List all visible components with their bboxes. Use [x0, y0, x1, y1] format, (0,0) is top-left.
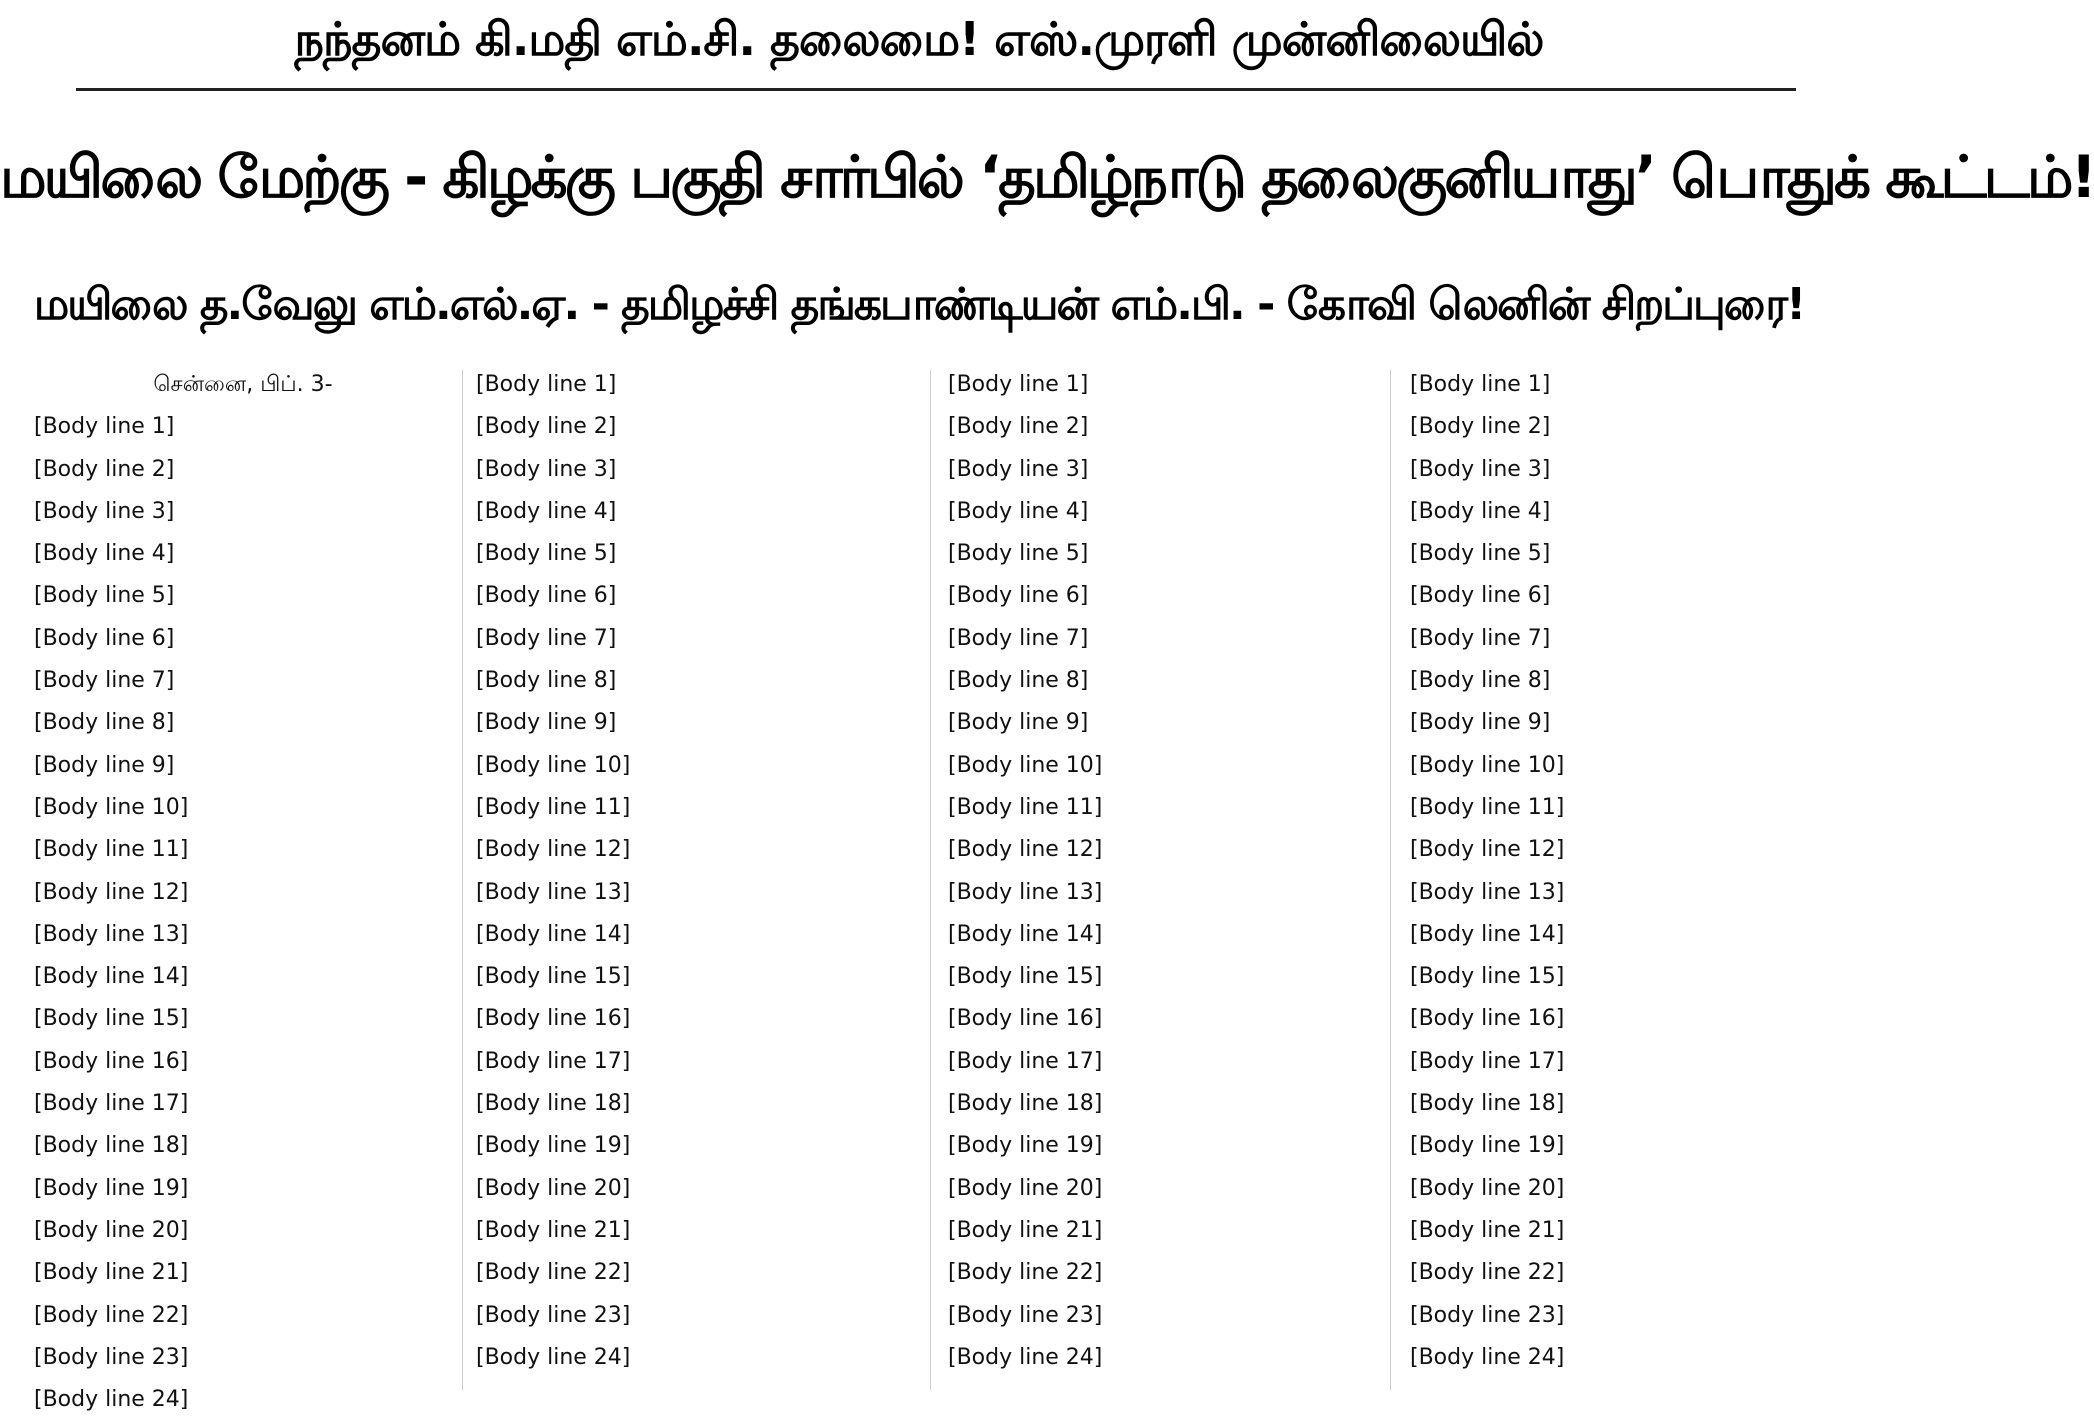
- article-line: [Body line 3]: [948, 456, 1089, 482]
- article-line: [Body line 23]: [948, 1302, 1103, 1328]
- article-line: [Body line 3]: [476, 456, 617, 482]
- article-line: [Body line 8]: [476, 668, 617, 694]
- article-line: [Body line 23]: [34, 1344, 189, 1370]
- article-line: [Body line 1]: [476, 372, 617, 397]
- article-line: [Body line 16]: [948, 1006, 1103, 1032]
- article-line: [Body line 19]: [476, 1133, 631, 1159]
- article-line: [Body line 17]: [476, 1048, 631, 1074]
- article-line: [Body line 22]: [1410, 1260, 1565, 1286]
- article-line: [Body line 3]: [1410, 456, 1551, 482]
- article-line: [Body line 20]: [34, 1217, 189, 1243]
- article-line: [Body line 5]: [34, 583, 175, 609]
- article-line: [Body line 18]: [476, 1091, 631, 1117]
- article-line: [Body line 5]: [948, 541, 1089, 567]
- article-line: [Body line 9]: [948, 710, 1089, 736]
- article-column-4: [1410, 364, 1834, 1394]
- article-line: [Body line 15]: [948, 964, 1103, 990]
- article-line: [Body line 24]: [34, 1387, 189, 1413]
- article-line: [Body line 11]: [1410, 794, 1565, 820]
- article-line: [Body line 9]: [1410, 710, 1551, 736]
- article-line: [Body line 24]: [1410, 1344, 1565, 1370]
- article-line: [Body line 10]: [476, 752, 631, 778]
- article-line: [Body line 21]: [948, 1217, 1103, 1243]
- article-line: [Body line 21]: [476, 1217, 631, 1243]
- headline-rule: [76, 88, 1796, 91]
- article-line: [Body line 4]: [476, 498, 617, 524]
- article-column-1: [34, 364, 452, 1413]
- article-line: [Body line 9]: [34, 752, 175, 778]
- article-line: [Body line 8]: [1410, 668, 1551, 694]
- article-line: [Body line 17]: [948, 1048, 1103, 1074]
- article-line: [Body line 4]: [34, 541, 175, 567]
- article-line: [Body line 10]: [1410, 752, 1565, 778]
- article-column-2: [476, 364, 912, 1394]
- article-line: [Body line 19]: [948, 1133, 1103, 1159]
- article-line: [Body line 8]: [34, 710, 175, 736]
- article-line: [Body line 24]: [948, 1344, 1103, 1370]
- article-line: [Body line 10]: [948, 752, 1103, 778]
- article-line: [Body line 5]: [476, 541, 617, 567]
- column-divider: [1390, 370, 1391, 1390]
- article-line: [Body line 20]: [948, 1175, 1103, 1201]
- article-line: [Body line 1]: [948, 372, 1089, 397]
- headline-main: மயிலை மேற்கு - கிழக்கு பகுதி சார்பில் ‘தமிழ்நாடு தலைகுனியாது’ பொதுக் கூட்டம்!: [0, 143, 2094, 211]
- article-line: [Body line 18]: [34, 1133, 189, 1159]
- article-line: [Body line 12]: [34, 879, 189, 905]
- article-line: [Body line 6]: [948, 583, 1089, 609]
- article-line: [Body line 11]: [476, 794, 631, 820]
- article-line: [Body line 1]: [1410, 372, 1551, 397]
- article-line: [Body line 20]: [1410, 1175, 1565, 1201]
- article-line: [Body line 18]: [948, 1091, 1103, 1117]
- article-line: [Body line 6]: [34, 625, 175, 651]
- article-line: [Body line 2]: [34, 456, 175, 482]
- article-line: [Body line 21]: [1410, 1217, 1565, 1243]
- article-line: [Body line 13]: [34, 921, 189, 947]
- article-line: [Body line 14]: [34, 964, 189, 990]
- article-line: [Body line 23]: [1410, 1302, 1565, 1328]
- article-line: [Body line 13]: [948, 879, 1103, 905]
- article-line: [Body line 19]: [34, 1175, 189, 1201]
- article-line: [Body line 17]: [34, 1091, 189, 1117]
- article-line: [Body line 14]: [1410, 921, 1565, 947]
- article-line: [Body line 15]: [34, 1006, 189, 1032]
- article-line: [Body line 4]: [1410, 498, 1551, 524]
- article-line: [Body line 4]: [948, 498, 1089, 524]
- article-line: [Body line 8]: [948, 668, 1089, 694]
- article-line: [Body line 18]: [1410, 1091, 1565, 1117]
- article-line: [Body line 6]: [1410, 583, 1551, 609]
- article-line: [Body line 20]: [476, 1175, 631, 1201]
- article-line: [Body line 11]: [948, 794, 1103, 820]
- article-line: [Body line 12]: [1410, 837, 1565, 863]
- article-line: [Body line 22]: [476, 1260, 631, 1286]
- headline-top: நந்தனம் கி.மதி எம்.சி. தலைமை! எஸ்.முரளி முன்னிலையில்: [294, 12, 1544, 66]
- column-divider: [930, 370, 931, 1390]
- article-line: [Body line 12]: [476, 837, 631, 863]
- article-line: [Body line 13]: [1410, 879, 1565, 905]
- headline-sub: மயிலை த.வேலு எம்.எல்.ஏ. - தமிழச்சி தங்கபாண்டியன் எம்.பி. - கோவி லெனின் சிறப்புரை!: [33, 279, 1805, 330]
- article-line: [Body line 7]: [476, 625, 617, 651]
- article-line: [Body line 12]: [948, 837, 1103, 863]
- article-line: [Body line 16]: [1410, 1006, 1565, 1032]
- column-divider: [462, 370, 463, 1390]
- article-line: [Body line 13]: [476, 879, 631, 905]
- article-line: [Body line 16]: [476, 1006, 631, 1032]
- article-line: [Body line 24]: [476, 1344, 631, 1370]
- article-line: [Body line 7]: [34, 668, 175, 694]
- article-line: [Body line 22]: [948, 1260, 1103, 1286]
- article-line: [Body line 22]: [34, 1302, 189, 1328]
- article-line: [Body line 14]: [948, 921, 1103, 947]
- article-line: [Body line 2]: [948, 414, 1089, 440]
- article-line: [Body line 2]: [476, 414, 617, 440]
- article-line: [Body line 15]: [1410, 964, 1565, 990]
- dateline: சென்னை, பிப். 3-: [153, 372, 333, 397]
- article-line: [Body line 10]: [34, 794, 189, 820]
- article-line: [Body line 15]: [476, 964, 631, 990]
- article-line: [Body line 21]: [34, 1260, 189, 1286]
- article-line: [Body line 3]: [34, 498, 175, 524]
- article-line: [Body line 19]: [1410, 1133, 1565, 1159]
- article-line: [Body line 14]: [476, 921, 631, 947]
- article-line: [Body line 9]: [476, 710, 617, 736]
- article-line: [Body line 7]: [948, 625, 1089, 651]
- article-column-3: [948, 364, 1370, 1394]
- article-line: [Body line 17]: [1410, 1048, 1565, 1074]
- article-line: [Body line 6]: [476, 583, 617, 609]
- article-line: [Body line 7]: [1410, 625, 1551, 651]
- article-line: [Body line 2]: [1410, 414, 1551, 440]
- article-line: [Body line 16]: [34, 1048, 189, 1074]
- article-line: [Body line 23]: [476, 1302, 631, 1328]
- article-line: [Body line 1]: [34, 414, 175, 440]
- article-line: [Body line 5]: [1410, 541, 1551, 567]
- article-line: [Body line 11]: [34, 837, 189, 863]
